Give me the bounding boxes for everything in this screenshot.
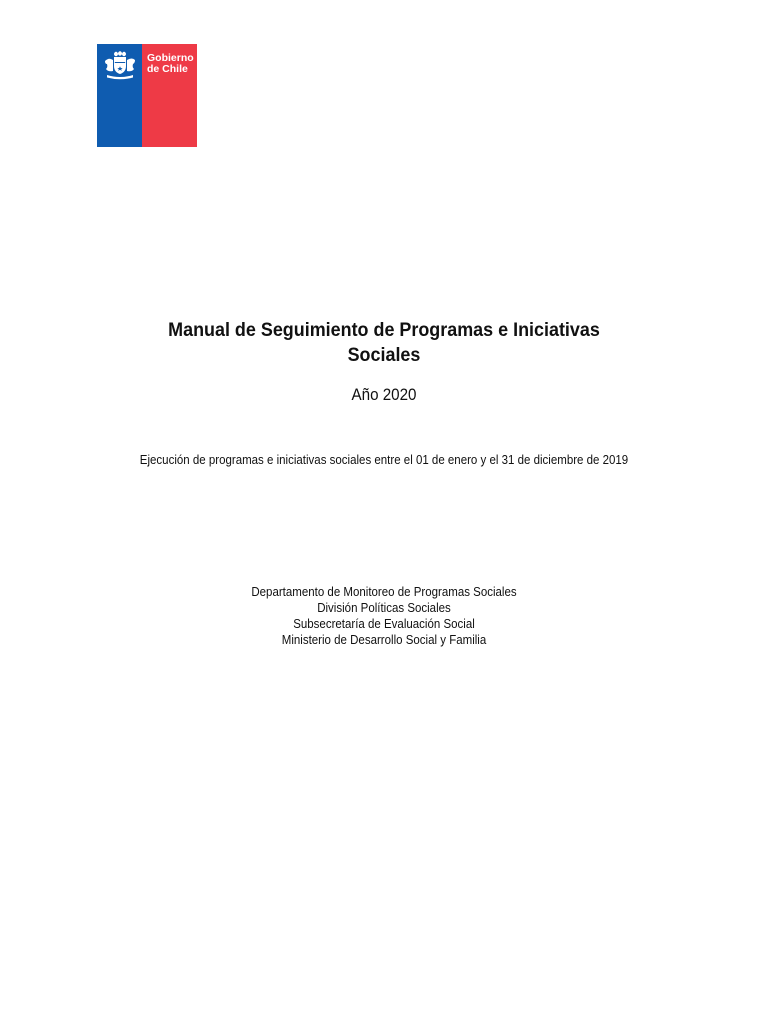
chile-coat-of-arms-icon xyxy=(102,51,138,81)
document-title-line1: Manual de Seguimiento de Programas e Iniciativas xyxy=(168,319,600,341)
logo-red-panel xyxy=(142,44,197,147)
logo-text-line1: Gobierno xyxy=(147,52,194,64)
institution-undersecretariat: Subsecretaría de Evaluación Social xyxy=(293,617,475,631)
institution-ministry: Ministerio de Desarrollo Social y Familia xyxy=(281,633,487,647)
logo-blue-panel xyxy=(97,44,142,147)
logo-text-line2: de Chile xyxy=(147,63,188,75)
execution-period: Ejecución de programas e iniciativas sociales entre el 01 de enero y el 31 de diciembre de 2019 xyxy=(139,453,629,467)
institution-block xyxy=(31,584,738,648)
institution-department: Departamento de Monitoreo de Programas Sociales xyxy=(251,585,517,599)
document-title-line2: Sociales xyxy=(347,344,421,366)
document-year: Año 2020 xyxy=(351,386,417,404)
institution-division: División Políticas Sociales xyxy=(317,601,451,615)
logo-text xyxy=(147,53,194,75)
document-title xyxy=(31,318,738,368)
gobierno-de-chile-logo xyxy=(97,44,197,147)
